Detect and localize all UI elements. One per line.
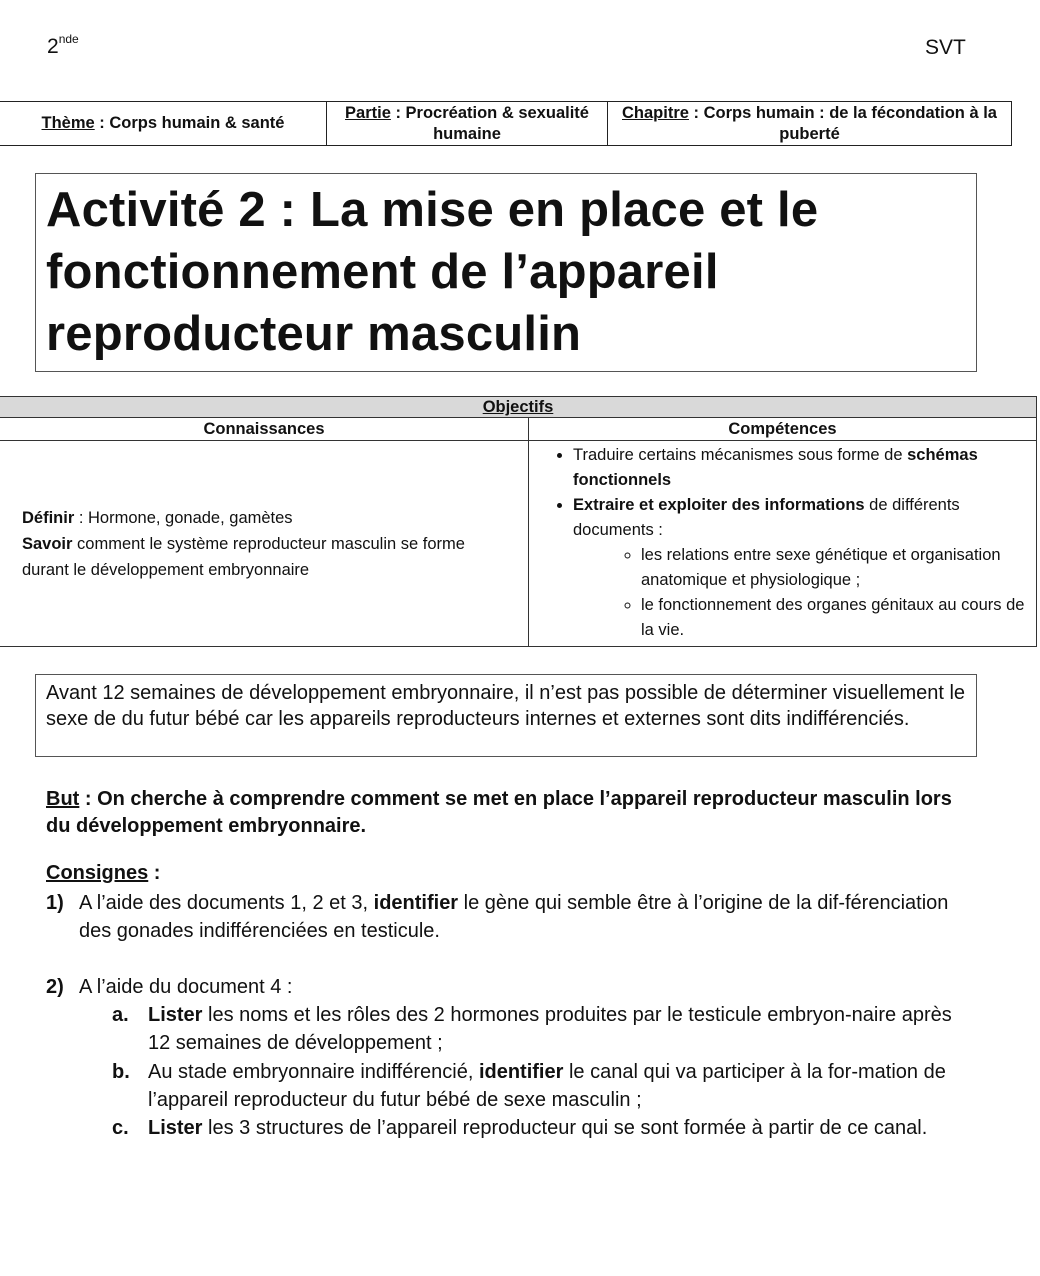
subquestion-letter: c. <box>112 1117 129 1139</box>
consignes-heading: Consignes : <box>46 862 161 884</box>
skills-column-header: Compétences <box>529 418 1037 441</box>
theme-table <box>0 101 1012 146</box>
question-1: 1) A l’aide des documents 1, 2 et 3, identifier le gène qui semble être à l’origine de la dif-férenciation des gonades indifférenciées en testicule. <box>46 889 976 945</box>
skill-subitem: ◦ les relations entre sexe génétique et organisation anatomique et physiologique ; <box>641 543 1036 593</box>
question-2: 2) A l’aide du document 4 : <box>46 973 976 1001</box>
objectives-heading: Objectifs <box>0 397 1037 418</box>
subquestion-letter: b. <box>112 1061 130 1083</box>
skills-cell <box>529 441 1037 647</box>
objectives-table <box>0 396 1037 647</box>
question-2c: c. Lister les 3 structures de l’appareil reproducteur qui se sont formée à partir de ce canal. <box>112 1114 972 1142</box>
chapitre-cell: Chapitre : Corps humain : de la fécondation à la puberté <box>608 102 1012 146</box>
skill-item: • Traduire certains mécanismes sous forme de schémas fonctionnels <box>573 443 1036 493</box>
knowledge-item: Définir : Hormone, gonade, gamètes <box>22 508 293 527</box>
question-number: 1) <box>46 892 64 914</box>
question-2a: a. Lister les noms et les rôles des 2 hormones produites par le testicule embryon-naire après 12 semaines de développement ; <box>112 1001 972 1057</box>
knowledge-item: Savoir comment le système reproducteur masculin se forme durant le développement embryonnaire <box>22 534 465 579</box>
skill-subitem: ◦ le fonctionnement des organes génitaux au cours de la vie. <box>641 593 1036 643</box>
question-number: 2) <box>46 976 64 998</box>
partie-cell: Partie : Procréation & sexualité humaine <box>327 102 608 146</box>
intro-box: Avant 12 semaines de développement embryonnaire, il n’est pas possible de déterminer visuellement le sexe de du futur bébé car les appareils reproducteurs internes et externes sont dits indifférenciés. <box>35 674 977 757</box>
page-title: Activité 2 : La mise en place et le fonctionnement de l’appareil reproducteur masculin <box>46 183 819 361</box>
goal-statement: But : On cherche à comprendre comment se met en place l’appareil reproducteur masculin lors du développement embryonnaire. <box>46 788 952 837</box>
subquestion-letter: a. <box>112 1004 129 1026</box>
knowledge-column-header: Connaissances <box>0 418 529 441</box>
grade-level: 2nde <box>47 32 79 58</box>
subject-label: SVT <box>925 36 966 59</box>
question-2b: b. Au stade embryonnaire indifférencié, identifier le canal qui va participer à la for-mation de l’appareil reproducteur du futur bébé de sexe masculin ; <box>112 1058 972 1114</box>
skill-item: • Extraire et exploiter des informations de différents documents : ◦ les relations entre sexe génétique et organisation anatomique et physiologique ; ◦ le fonctionnement des organes génitaux au cours de la vie. <box>573 493 1036 643</box>
theme-cell: Thème : Corps humain & santé <box>0 102 327 146</box>
activity-title-box <box>35 173 977 372</box>
knowledge-cell <box>0 441 529 647</box>
